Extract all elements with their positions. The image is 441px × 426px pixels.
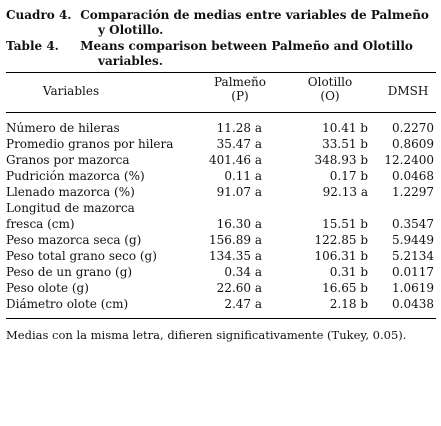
header-rule — [6, 112, 436, 113]
cell-palmeno: 16.30 a — [216, 217, 262, 231]
caption-english-line1: Means comparison between Palmeño and Olotillo — [80, 39, 413, 53]
cell-palmeno: 11.28 a — [216, 121, 262, 135]
table-row — [6, 264, 436, 280]
cell-variable: Peso olote (g) — [6, 281, 89, 295]
table-row — [6, 296, 436, 312]
table-row — [6, 248, 436, 264]
cell-variable: Pudrición mazorca (%) — [6, 169, 145, 183]
cell-olotillo: 33.51 b — [322, 137, 368, 151]
caption-spanish-line2: y Olotillo. — [98, 23, 164, 37]
footnote: Medias con la misma letra, difieren significativamente (Tukey, 0.05). — [6, 328, 407, 342]
table-row — [6, 136, 436, 152]
table-row — [6, 216, 436, 232]
cell-variable: Diámetro olote (cm) — [6, 297, 129, 311]
cell-variable: Peso mazorca seca (g) — [6, 233, 142, 247]
cell-variable: Promedio granos por hilera — [6, 137, 174, 151]
cell-variable: Número de hileras — [6, 121, 120, 135]
cell-dmsh: 0.0117 — [392, 265, 434, 279]
cell-variable: fresca (cm) — [6, 217, 75, 231]
cell-olotillo: 122.85 b — [314, 233, 368, 247]
cell-olotillo: 92.13 a — [322, 185, 368, 199]
cell-dmsh: 5.9449 — [392, 233, 434, 247]
header-variables: Variables — [42, 84, 100, 98]
header-olotillo-sub: (O) — [320, 89, 340, 103]
cell-olotillo: 0.17 b — [329, 169, 368, 183]
caption-spanish-line1: Comparación de medias entre variables de Palmeño — [80, 8, 429, 22]
cell-dmsh: 1.2297 — [392, 185, 434, 199]
caption-english — [6, 39, 436, 69]
cell-variable: Longitud de mazorca — [6, 201, 135, 215]
caption-spanish-label: Cuadro 4. — [6, 8, 72, 22]
cell-olotillo: 0.31 b — [329, 265, 368, 279]
top-rule — [6, 72, 436, 73]
caption-spanish — [6, 8, 436, 38]
cell-olotillo: 106.31 b — [314, 249, 368, 263]
header-palmeno-label: Palmeño — [214, 75, 266, 89]
cell-palmeno: 134.35 a — [209, 249, 262, 263]
cell-variable: Peso de un grano (g) — [6, 265, 133, 279]
cell-palmeno: 91.07 a — [216, 185, 262, 199]
cell-dmsh: 12.2400 — [384, 153, 434, 167]
caption-english-label: Table 4. — [6, 39, 59, 53]
cell-dmsh: 0.0468 — [392, 169, 434, 183]
cell-dmsh: 0.8609 — [392, 137, 434, 151]
cell-palmeno: 0.11 a — [224, 169, 262, 183]
cell-dmsh: 0.3547 — [392, 217, 434, 231]
cell-palmeno: 35.47 a — [216, 137, 262, 151]
cell-dmsh: 0.0438 — [392, 297, 434, 311]
cell-olotillo: 16.65 b — [322, 281, 368, 295]
cell-variable: Llenado mazorca (%) — [6, 185, 135, 199]
bottom-rule — [6, 318, 436, 319]
cell-dmsh: 5.2134 — [392, 249, 434, 263]
cell-olotillo: 10.41 b — [322, 121, 368, 135]
table-row — [6, 168, 436, 184]
cell-palmeno: 156.89 a — [209, 233, 262, 247]
cell-variable: Peso total grano seco (g) — [6, 249, 157, 263]
table-row — [6, 152, 436, 168]
cell-olotillo: 15.51 b — [322, 217, 368, 231]
table-row — [6, 200, 436, 216]
header-dmsh: DMSH — [387, 84, 429, 98]
cell-palmeno: 2.47 a — [224, 297, 262, 311]
cell-palmeno: 0.34 a — [224, 265, 262, 279]
cell-palmeno: 22.60 a — [216, 281, 262, 295]
cell-dmsh: 1.0619 — [392, 281, 434, 295]
header-olotillo-label: Olotillo — [307, 75, 353, 89]
cell-palmeno: 401.46 a — [209, 153, 262, 167]
table-row — [6, 184, 436, 200]
table-row — [6, 232, 436, 248]
header-palmeno-sub: (P) — [231, 89, 249, 103]
caption-english-line2: variables. — [98, 54, 163, 68]
cell-olotillo: 2.18 b — [329, 297, 368, 311]
cell-variable: Granos por mazorca — [6, 153, 130, 167]
cell-dmsh: 0.2270 — [392, 121, 434, 135]
header-olotillo — [300, 75, 360, 103]
table-row — [6, 120, 436, 136]
header-palmeno — [210, 75, 270, 103]
table-row — [6, 280, 436, 296]
cell-olotillo: 348.93 b — [314, 153, 368, 167]
